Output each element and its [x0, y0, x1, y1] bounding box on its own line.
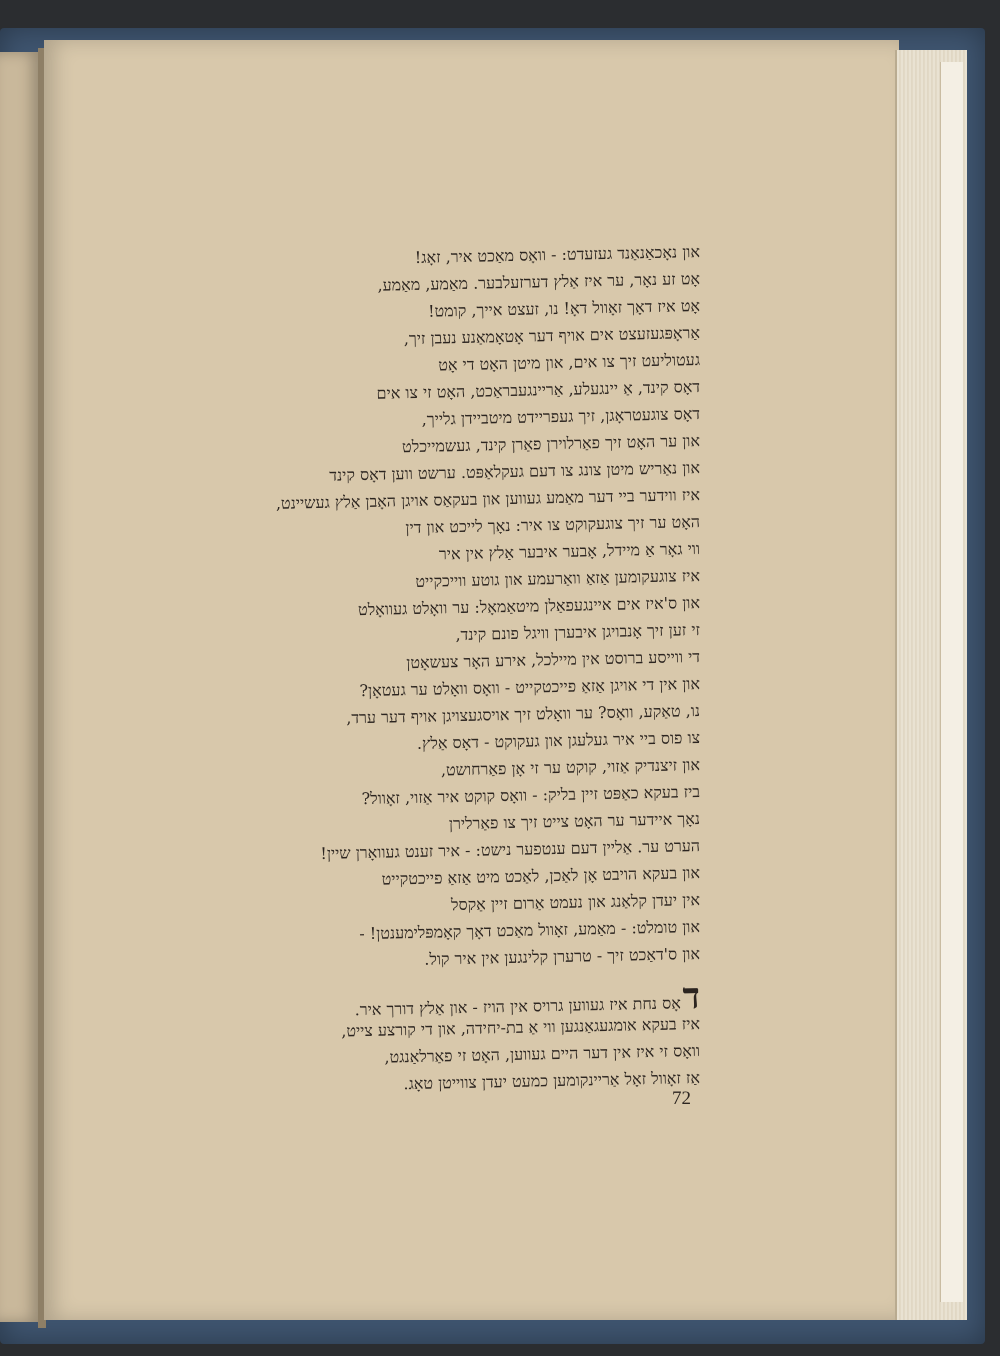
page-number: 72 — [672, 1088, 691, 1109]
text-line: אָט איז דאָך זאָוול דאָ! נו, זעצט אייך, קומט! — [427, 296, 701, 321]
text-line: ווי גאָר אַ מיידל, אָבער איבער אַלץ אין איר — [438, 539, 701, 564]
text-line: אַראָפּגעזעצט אים אויף דער אָטאָמאַנע נעבן זיך, — [403, 323, 701, 349]
text-line: און ער האָט זיך פאַרלוירן פאַרן קינד, געשמייכלט — [401, 431, 701, 457]
page-text — [120, 238, 701, 1094]
text-line: און זיצנדיק אַזוי, קוקט ער זי אָן פאַרחושט, — [440, 755, 701, 780]
text-line: און ס'דאַכט זיך - טרערן קלינגען אין איר קול. — [424, 944, 701, 969]
paragraph-2 — [120, 975, 701, 1094]
text-line: נאָך איידער ער האָט צייט זיך צו פאַרלירן — [448, 809, 701, 834]
text-line: איז ווידער ביי דער מאַמע געווען און בעקאַס אויגן האָבן אַלץ געשיינט, — [275, 485, 701, 513]
text-line: די ווייסע ברוסט אין מיילכל, אירע האָר צעשאָטן — [406, 647, 701, 673]
text-line: צו פוס ביי איר געלעגן און געקוקט - דאָס אַלץ. — [416, 728, 701, 753]
paragraph-1 — [120, 238, 700, 967]
text-line: וואָס זי איז אין דער היים געווען, האָט זי פאַרלאַנגט, — [384, 1041, 701, 1067]
text-line: אָט זע נאָר, ער איז אַלץ דערזעלבער. מאַמע, מאַמע, — [377, 269, 701, 295]
text-line: איז בעקא אומגעגאַנגען ווי אַ בת-יחידה, און די קורצע צייט, — [341, 1014, 701, 1041]
text-line: און נאָכאַנאַנד געזעדט: - וואָס מאַכט איר, זאָג! — [414, 242, 701, 267]
page-edge-strip — [940, 62, 963, 1302]
text-line: און אין די אויגן אַזאַ פייכטקייט - וואָס וואָלט ער געטאָן? — [359, 674, 701, 701]
text-line: האָט ער זיך צוגעקוקט צו איר: נאָך לייכט און דין — [405, 512, 701, 538]
text-line-content: אָס נחת איז געווען גרויס אין הויז - און אַלץ דורך איר. — [354, 993, 682, 1020]
text-line: און בעקא הויבט אָן לאַכן, לאַכט מיט אַזאַ פייכטקייט — [381, 863, 701, 889]
text-line: זי זען זיך אָנבויגן איבערן וויגל פונם קינד, — [455, 620, 701, 645]
text-line: הערט ער. אַליין דעם ענטפער נישט: - איר זענט געוואָרן שיין! — [320, 836, 701, 863]
text-line: אַז זאָוול זאָל אַריינקומען כמעט יעדן צווייטן טאָג. — [403, 1068, 701, 1094]
text-line: איז צוגעקומען אַזאַ וואַרעמע און גוטע ווייכקייט — [415, 566, 701, 591]
left-page — [0, 52, 40, 1322]
text-line: דאָס צוגעטראָגן, זיך געפריידט מיטביידן גלייך, — [421, 404, 701, 429]
text-line: געטוליעט זיך צו אים, און מיטן האָט די אָט — [437, 350, 701, 375]
text-line: דאָס קינד, אַ יינגעלע, אַריינגעבראַכט, האָט זי צו אים — [376, 377, 701, 403]
text-line: אין יעדן קלאַנג און נעמט אַרום זיין אַקסל — [450, 890, 701, 915]
text-line: און נאַריש מיטן צונג צו דעם געקלאַפּט. ערשט ווען דאָס קינד — [329, 458, 701, 485]
text-line: און ס'איז אים איינגעפאַלן מיטאַמאָל: ער וואָלט געוואָלט — [357, 593, 701, 620]
text-line: און טומלט: - מאַמע, זאָוול מאַכט דאָך קאָמפּלימענטן! - — [359, 917, 701, 944]
drop-cap: ד — [682, 975, 701, 1018]
text-line: נו, טאַקע, וואָס? ער וואָלט זיך אויסגעצויגן אויף דער ערד, — [346, 701, 701, 728]
text-line: ביז בעקא כאַפּט זיין בליק: - וואָס קוקט איר אַזוי, זאָוול? — [361, 782, 701, 809]
